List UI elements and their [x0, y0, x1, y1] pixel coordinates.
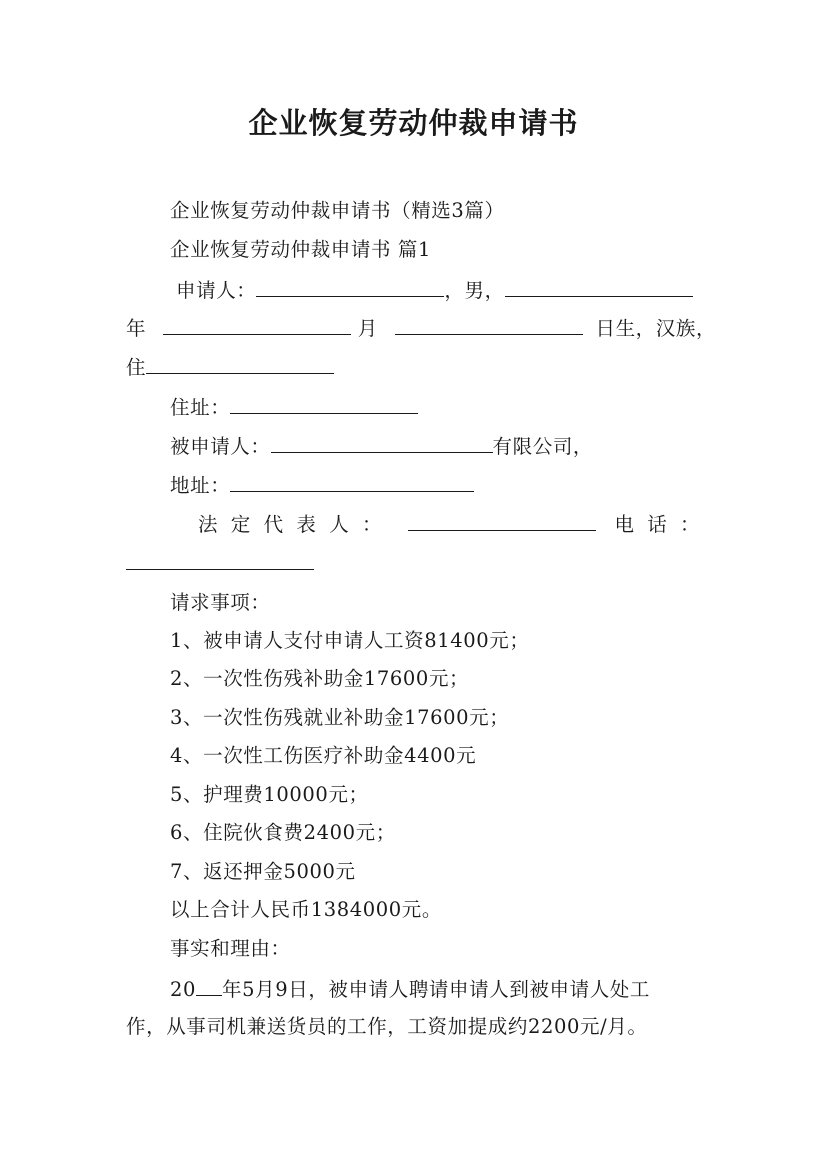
facts-heading: 事实和理由：	[170, 937, 291, 960]
document-subtitle: 企业恢复劳动仲裁申请书（精选3篇）	[170, 199, 505, 222]
section-heading: 企业恢复劳动仲裁申请书 篇1	[170, 238, 432, 261]
respondent-line	[170, 432, 593, 460]
applicant-line	[176, 276, 693, 304]
claim-item: 3、一次性伤残就业补助金17600元；	[170, 706, 510, 729]
gender-text: ，男，	[444, 279, 505, 302]
company-suffix: 有限公司，	[492, 435, 594, 458]
total-line: 以上合计人民币1384000元。	[170, 898, 442, 921]
birth-day-blank	[395, 314, 583, 335]
respondent-address-blank	[230, 471, 474, 492]
residence-blank	[146, 353, 334, 374]
respondent-address-label: 地址：	[170, 474, 231, 497]
claims-heading: 请求事项：	[170, 591, 271, 614]
applicant-label: 申请人：	[176, 279, 257, 302]
respondent-name-blank	[271, 432, 493, 453]
document-title: 企业恢复劳动仲裁申请书	[248, 106, 579, 140]
legal-rep-line	[198, 510, 713, 538]
address-line	[170, 393, 418, 421]
applicant-name-blank	[256, 276, 444, 297]
facts-year-prefix: 20	[170, 978, 197, 1001]
claim-item: 7、返还押金5000元	[170, 860, 356, 883]
legal-rep-label: 法定代表人：	[198, 513, 395, 536]
residence-line	[126, 353, 334, 381]
facts-year-blank	[196, 975, 222, 996]
respondent-label: 被申请人：	[170, 435, 271, 458]
facts-line-1	[170, 975, 650, 1003]
respondent-address-line	[170, 471, 474, 499]
claim-item: 1、被申请人支付申请人工资81400元；	[170, 629, 530, 652]
month-label: 月	[357, 317, 378, 340]
facts-line-1-text: 年5月9日，被申请人聘请申请人到被申请人处工	[222, 978, 651, 1001]
birth-date-line	[126, 314, 716, 342]
year-label: 年	[126, 317, 147, 340]
birth-text: 日生，汉族，	[595, 317, 717, 340]
legal-rep-blank	[408, 510, 596, 531]
claim-item: 2、一次性伤残补助金17600元；	[170, 667, 470, 690]
claim-item: 4、一次性工伤医疗补助金4400元	[170, 744, 477, 767]
birth-month-blank	[163, 314, 351, 335]
residence-label: 住	[126, 356, 147, 379]
phone-blank	[126, 549, 314, 570]
claim-item: 5、护理费10000元；	[170, 783, 369, 806]
claim-item: 6、住院伙食费2400元；	[170, 821, 396, 844]
phone-line	[126, 549, 314, 577]
phone-label: 电话：	[614, 513, 713, 536]
address-blank	[230, 393, 418, 414]
birth-year-blank	[505, 276, 693, 297]
facts-line-2: 作，从事司机兼送货员的工作，工资加提成约2200元/月。	[126, 1015, 648, 1038]
address-label: 住址：	[170, 396, 231, 419]
